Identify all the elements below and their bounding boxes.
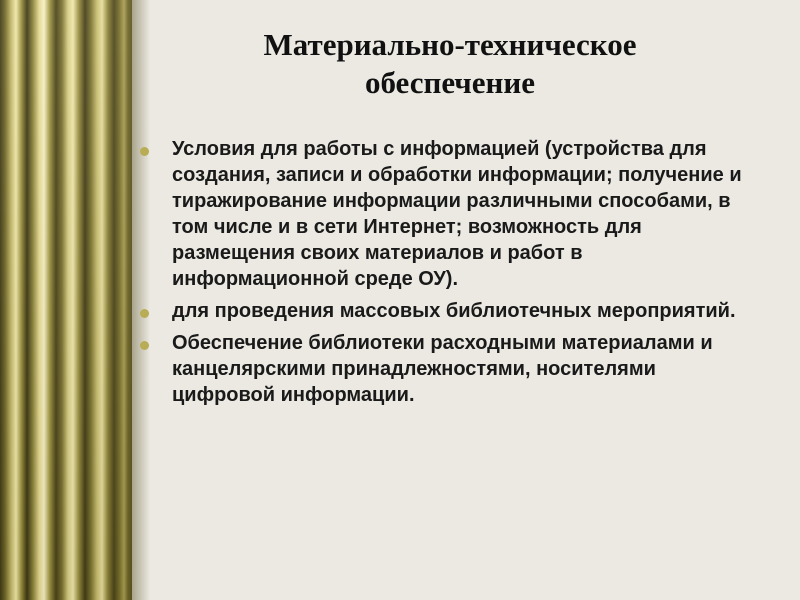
bullet-list: [138, 136, 758, 414]
bullet-dot-icon: [140, 309, 149, 318]
bullet-item: [138, 298, 758, 324]
gold-pillar-decoration: [0, 0, 132, 600]
bullet-text: Обеспечение библиотеки расходными материалами и канцелярскими принадлежностями, носителями цифровой информации.: [172, 332, 713, 406]
slide-title-line-1: Материально-техническое: [263, 27, 637, 62]
bullet-item: [138, 330, 758, 408]
bullet-dot-icon: [140, 341, 149, 350]
slide-title-line-2: обеспечение: [364, 65, 536, 100]
bullet-text: Условия для работы с информацией (устройства для создания, записи и обработки информации; получение и тиражирование информации различными способами, в том числе и в сети Интернет; возможность для размещения своих материалов и работ в информационной среде ОУ).: [172, 138, 742, 290]
bullet-dot-icon: [140, 147, 149, 156]
slide-title: [150, 26, 750, 102]
bullet-item: [138, 136, 758, 292]
bullet-text: для проведения массовых библиотечных мероприятий.: [172, 300, 736, 322]
